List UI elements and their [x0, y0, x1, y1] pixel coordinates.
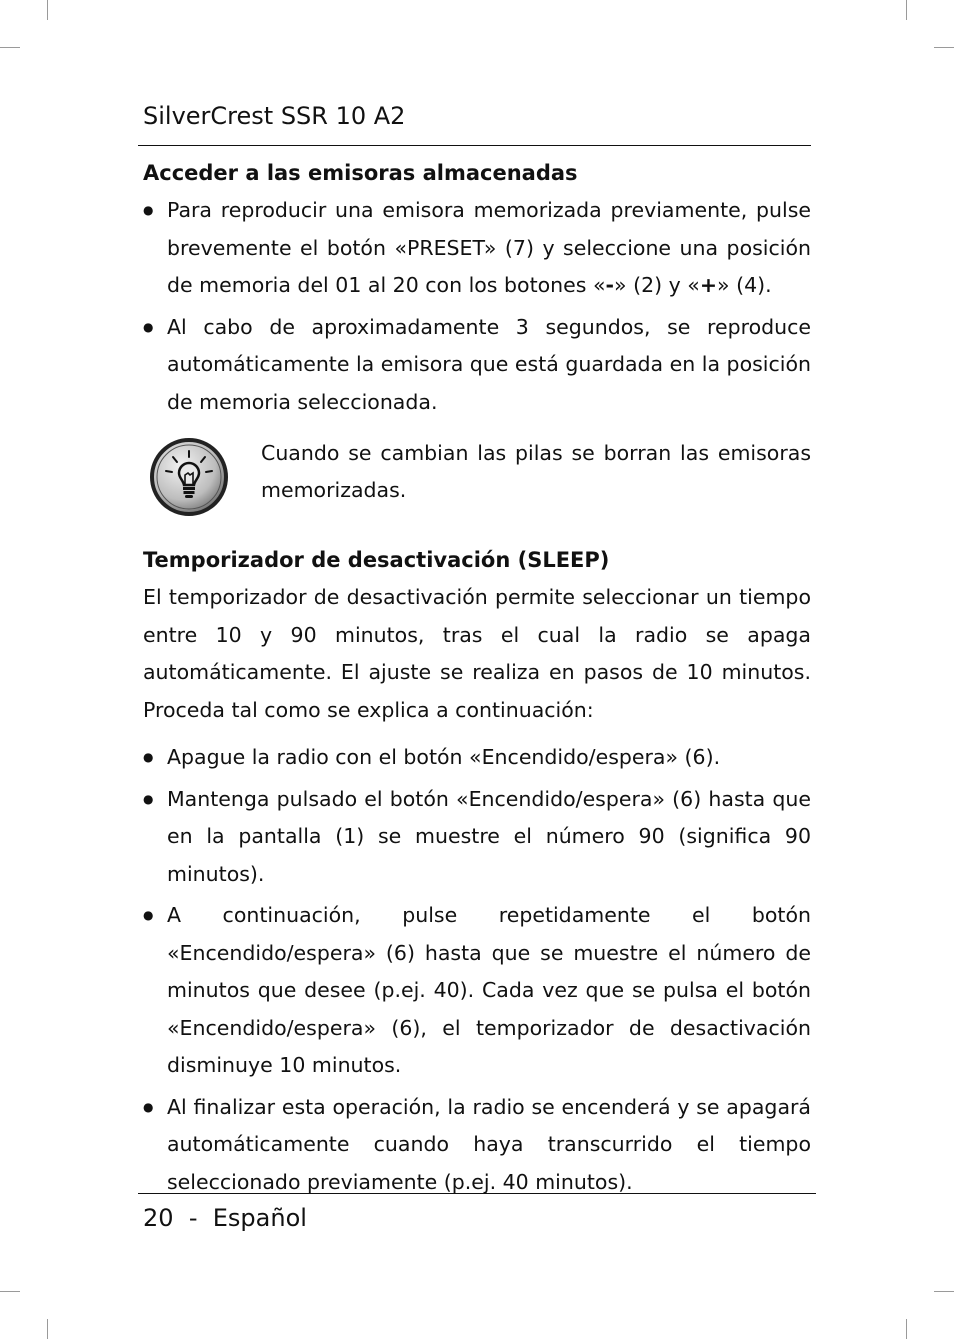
minus-button-label: -	[605, 273, 615, 297]
list-item: ● A continuación, pulse repetidamente el botón «Encendido/espera» (6) hasta que se muestre el número de minutos que desee (p.ej. 40). Cada vez que se pulsa el botón «Encendido/espera» (6), el temporizador de desactivación disminuye 10 minutos.	[143, 897, 811, 1085]
plus-button-label: +	[699, 273, 718, 297]
page-footer	[143, 1201, 307, 1235]
list-item: ● Al finalizar esta operación, la radio se encenderá y se apagará automáticamente cuando haya transcurrido el tiempo seleccionado previamente (p.ej. 40 minutos).	[143, 1089, 811, 1202]
sleep-steps-list	[143, 739, 811, 1201]
list-item: ● Al cabo de aproximadamente 3 segundos, se reproduce automáticamente la emisora que está guardada en la posición de memoria seleccionada.	[143, 309, 811, 422]
list-item: ● Mantenga pulsado el botón «Encendido/espera» (6) hasta que en la pantalla (1) se muestre el número 90 (significa 90 minutos).	[143, 781, 811, 894]
crop-mark	[906, 0, 907, 20]
page-content	[143, 154, 811, 1205]
list-item: ● Para reproducir una emisora memorizada previamente, pulse brevemente el botón «PRESET» (7) y seleccione una posición de memoria del 01 al 20 con los botones «-» (2) y «+» (4).	[143, 192, 811, 305]
section-heading-sleep-timer: Temporizador de desactivación (SLEEP)	[143, 548, 610, 572]
header-rule	[138, 145, 811, 146]
note-text: Cuando se cambian las pilas se borran las emisoras memorizadas.	[261, 441, 811, 502]
crop-mark	[47, 0, 48, 20]
list-item: ● Apague la radio con el botón «Encendido/espera» (6).	[143, 739, 811, 777]
page-number: 20	[143, 1204, 174, 1232]
sleep-section	[143, 541, 811, 1201]
footer-separator: -	[188, 1204, 198, 1232]
footer-language: Español	[212, 1204, 307, 1232]
footer-rule	[138, 1193, 816, 1194]
section-heading-stored-stations: Acceder a las emisoras almacenadas	[143, 161, 578, 185]
crop-mark	[47, 1319, 48, 1339]
crop-mark	[906, 1319, 907, 1339]
note-box	[143, 431, 811, 517]
crop-mark	[0, 1291, 20, 1292]
lightbulb-icon	[149, 437, 229, 517]
stored-stations-list	[143, 192, 811, 421]
sleep-intro: El temporizador de desactivación permite seleccionar un tiempo entre 10 y 90 minutos, tras el cual la radio se apaga automáticamente. El ajuste se realiza en pasos de 10 minutos. Proceda tal como se explica a continuación:	[143, 585, 811, 722]
page-header: SilverCrest SSR 10 A2	[143, 102, 406, 130]
crop-mark	[0, 47, 20, 48]
crop-mark	[934, 47, 954, 48]
crop-mark	[934, 1291, 954, 1292]
